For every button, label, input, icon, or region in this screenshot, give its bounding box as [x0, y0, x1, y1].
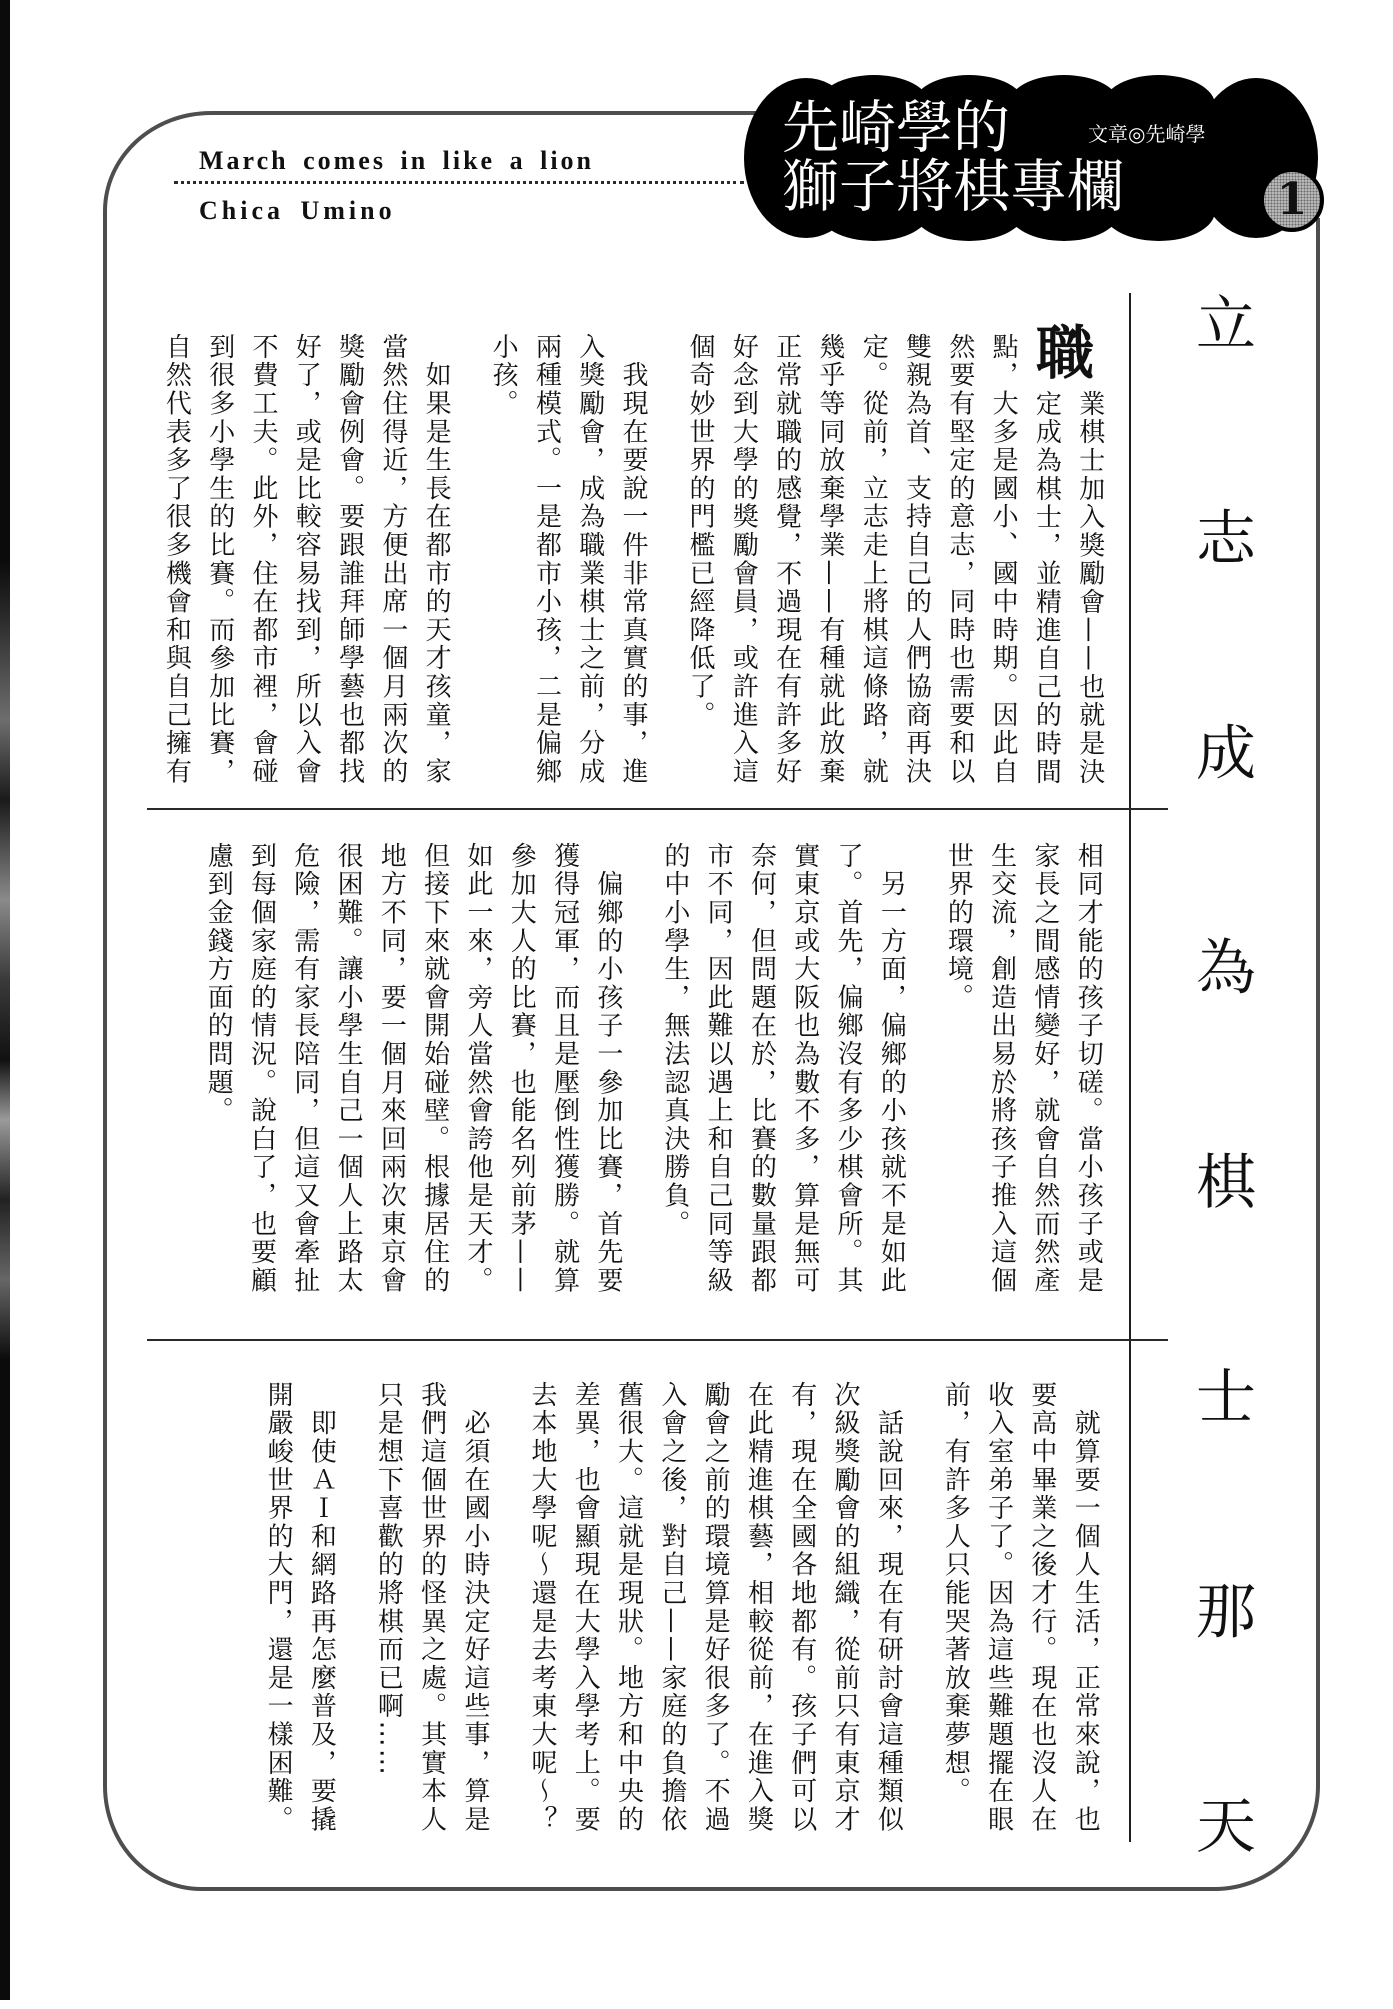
paragraph	[481, 333, 654, 786]
text-column: 去本地大學呢～還是去考東大呢～？	[526, 1381, 557, 1834]
text-column: 雙親為首、支持自己的人們協商再決	[901, 333, 932, 786]
text-column: 小孩。	[488, 333, 519, 418]
section-divider-1	[147, 808, 1168, 810]
paragraph	[154, 333, 457, 786]
issue-number: 1	[1276, 174, 1308, 225]
text-column: 獎勵會例會。要跟誰拜師學藝也都找	[334, 333, 365, 786]
text-column: 然要有堅定的意志，同時也需要和以	[944, 333, 975, 786]
text-column: 有，現在全國各地都有。孩子們可以	[786, 1381, 817, 1834]
text-column: 很困難。讓小學生自己一個人上路太	[333, 842, 364, 1295]
text-column: 世界的環境。	[943, 842, 974, 1012]
byline: 文章◎先崎學	[1088, 122, 1206, 146]
paragraph	[520, 1381, 910, 1834]
title-column-divider	[1129, 293, 1131, 1842]
text-column: 必須在國小時決定好這些事，算是	[459, 1381, 490, 1834]
text-column: 不費工夫。此外，住在都市裡，會碰	[247, 333, 278, 786]
text-column: 開嚴峻世界的大門，還是一樣困難。	[263, 1381, 294, 1834]
text-column: 自然代表多了很多機會和與自己擁有	[161, 333, 192, 786]
author-name-english: Chica Umino	[199, 196, 396, 225]
text-column: 收入室弟子了。因為這些難題擺在眼	[983, 1381, 1014, 1834]
article-title-vertical: 立志成為棋士那天	[1186, 292, 1256, 2009]
text-column: 定成為棋士，並精進自己的時間	[1031, 389, 1062, 786]
text-column: 只是想下喜歡的將棋而已啊……	[373, 1381, 404, 1778]
text-column: 的中小學生，無法認真決勝負。	[659, 842, 690, 1239]
text-column: 獲得冠軍，而且是壓倒性獲勝。就算	[549, 842, 580, 1295]
text-column: 次級獎勵會的組織，從前只有東京才	[830, 1381, 861, 1834]
text-column: 入會之後，對自己——家庭的負擔依	[656, 1381, 687, 1834]
text-column: 業棋士加入獎勵會——也就是決	[1074, 389, 1105, 786]
text-column: 但接下來就會開始碰壁。根據居住的	[419, 842, 450, 1295]
text-column: 我現在要說一件非常真實的事，進	[618, 333, 649, 786]
paragraph	[936, 842, 1109, 1295]
paragraph	[678, 333, 1111, 786]
text-column: 要高中畢業之後才行。現在也沒人在	[1026, 1381, 1057, 1834]
text-column: 個奇妙世界的門檻已經降低了。	[685, 333, 716, 730]
text-column: 慮到金錢方面的問題。	[203, 842, 234, 1125]
text-column: 另一方面，偏鄉的小孩就不是如此	[876, 842, 907, 1295]
text-column: 到很多小學生的比賽。而參加比賽，	[204, 333, 235, 786]
text-column: 好了，或是比較容易找到，所以入會	[291, 333, 322, 786]
text-column: 即使ＡＩ和網路再怎麼普及，要撬	[306, 1381, 337, 1834]
article-section-3	[256, 1381, 1106, 1834]
text-column: 兩種模式。一是都市小孩，二是偏鄉	[531, 333, 562, 786]
text-column: 話說回來，現在有研討會這種類似	[873, 1381, 904, 1834]
text-column: 生交流，創造出易於將孩子推入這個	[986, 842, 1017, 1295]
text-column: 實東京或大阪也為數不多，算是無可	[789, 842, 820, 1295]
text-column: 地方不同，要一個月來回兩次東京會	[376, 842, 407, 1295]
text-column: 相同才能的孩子切磋。當小孩子或是	[1073, 842, 1104, 1295]
column-title-line-1: 先崎學的	[782, 95, 1010, 161]
text-column: 在此精進棋藝，相較從前，在進入獎	[743, 1381, 774, 1834]
paragraph	[256, 1381, 343, 1834]
text-column: 我們這個世界的怪異之處。其實本人	[416, 1381, 447, 1834]
text-column: 了。首先，偏鄉沒有多少棋會所。其	[833, 842, 864, 1295]
text-column: 前，有許多人只能哭著放棄夢想。	[940, 1381, 971, 1806]
text-column: 勵會之前的環境算是好很多了。不過	[700, 1381, 731, 1834]
text-column: 危險，需有家長陪同，但這又會牽扯	[289, 842, 320, 1295]
column-title-line-2: 獅子將棋專欄	[782, 154, 1124, 220]
text-column: 正常就職的感覺，不過現在有許多好	[771, 333, 802, 786]
article-section-1	[154, 333, 1111, 786]
text-column: 如此一來，旁人當然會誇他是天才。	[462, 842, 493, 1295]
issue-number-badge	[1260, 168, 1324, 232]
text-column: 到每個家庭的情況。說白了，也要顧	[246, 842, 277, 1295]
dotted-divider	[174, 181, 744, 184]
text-column: 入獎勵會，成為職業棋士之前，分成	[574, 333, 605, 786]
text-column: 市不同，因此難以遇上和自己同等級	[703, 842, 734, 1295]
column-title	[782, 95, 1124, 220]
text-column: 如果是生長在都市的天才孩童，家	[421, 333, 452, 786]
text-column: 奈何，但問題在於，比賽的數量跟都	[746, 842, 777, 1295]
text-column: 當然住得近，方便出席一個月兩次的	[377, 333, 408, 786]
text-column: 舊很大。這就是現狀。地方和中央的	[613, 1381, 644, 1834]
article-section-2	[196, 842, 1109, 1295]
text-column: 差異，也會顯現在大學入學考上。要	[570, 1381, 601, 1834]
text-column: 家長之間感情變好，就會自然而然產	[1029, 842, 1060, 1295]
text-column: 幾乎等同放棄學業——有種就此放棄	[814, 333, 845, 786]
scanned-page-edge	[0, 0, 10, 2000]
paragraph	[653, 842, 913, 1295]
text-column: 參加大人的比賽，也能名列前茅——	[506, 842, 537, 1295]
paragraph	[196, 842, 629, 1295]
text-column: 好念到大學的獎勵會員，或許進入這	[728, 333, 759, 786]
text-column: 偏鄉的小孩子一參加比賽，首先要	[592, 842, 623, 1295]
series-title-english: March comes in like a lion	[199, 146, 595, 175]
section-divider-2	[147, 1339, 1168, 1341]
paragraph	[366, 1381, 496, 1834]
text-column: 定。從前，立志走上將棋這條路，就	[858, 333, 889, 786]
paragraph	[933, 1381, 1106, 1834]
text-column: 就算要一個人生活，正常來說，也	[1070, 1381, 1101, 1834]
drop-cap: 職	[1036, 319, 1095, 387]
text-column: 點，大多是國小、國中時期。因此自	[988, 333, 1019, 786]
